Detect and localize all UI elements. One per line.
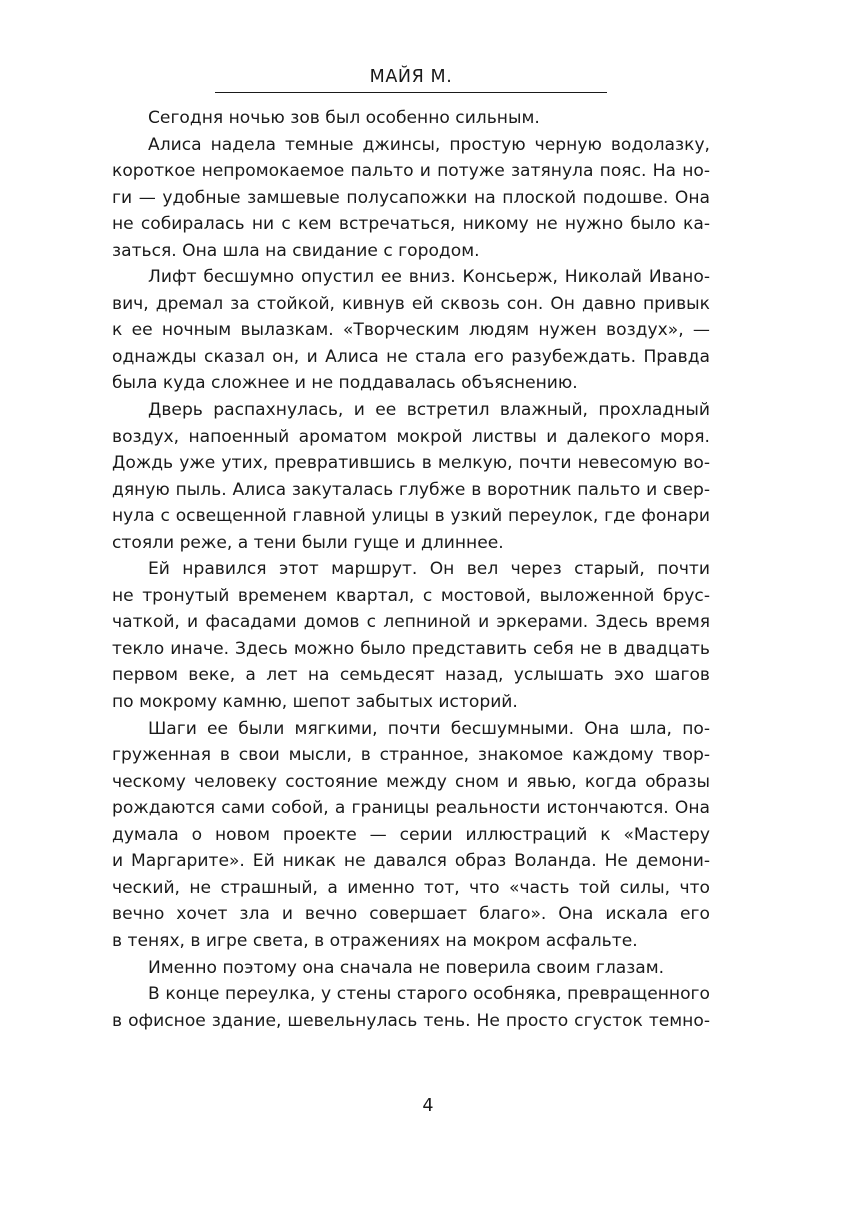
- text-line: стояли реже, а тени были гуще и длиннее.: [112, 532, 504, 553]
- text-line: в офисное здание, шевельнулась тень. Не просто сгусток темно-: [112, 1010, 710, 1031]
- text-line: была куда сложнее и не поддавалась объяснению.: [112, 373, 578, 394]
- text-line: В конце переулка, у стены старого особняка, превращенного: [148, 984, 710, 1005]
- body-text: [112, 105, 710, 1034]
- text-line: груженная в свои мысли, в странное, знакомое каждому твор-: [112, 745, 710, 766]
- text-line: не тронутый временем квартал, с мостовой, выложенной брус-: [112, 585, 710, 606]
- text-line: текло иначе. Здесь можно было представить себя не в двадцать: [112, 638, 710, 659]
- text-line: и Маргарите». Ей никак не давался образ Воланда. Не демони-: [112, 851, 710, 872]
- text-line: Ей нравился этот маршрут. Он вел через старый, почти: [148, 559, 710, 580]
- text-line: однажды сказал он, и Алиса не стала его разубеждать. Правда: [112, 346, 710, 367]
- text-line: не собиралась ни с кем встречаться, никому не нужно было ка-: [112, 214, 710, 235]
- text-line: думала о новом проекте — серии иллюстраций к «Мастеру: [112, 824, 710, 845]
- text-line: ческому человеку состояние между сном и явью, когда образы: [112, 771, 710, 792]
- text-line: рождаются сами собой, а границы реальности истончаются. Она: [112, 798, 710, 819]
- text-line: по мокрому камню, шепот забытых историй.: [112, 692, 518, 713]
- text-line: вечно хочет зла и вечно совершает благо». Она искала его: [112, 904, 710, 925]
- text-line: Алиса надела темные джинсы, простую черную водолазку,: [148, 134, 710, 155]
- text-line: первом веке, а лет на семьдесят назад, услышать эхо шагов: [112, 665, 710, 686]
- text-line: дяную пыль. Алиса закуталась глубже в воротник пальто и свер-: [112, 479, 710, 500]
- text-line: к ее ночным вылазкам. «Творческим людям нужен воздух», —: [112, 320, 710, 341]
- text-line: нула с освещенной главной улицы в узкий переулок, где фонари: [112, 506, 710, 527]
- text-line: ги — удобные замшевые полусапожки на плоской подошве. Она: [112, 187, 710, 208]
- text-line: чаткой, и фасадами домов с лепниной и эркерами. Здесь время: [112, 612, 710, 633]
- text-line: Дверь распахнулась, и ее встретил влажный, прохладный: [148, 400, 710, 421]
- text-line: Дождь уже утих, превратившись в мелкую, почти невесомую во-: [112, 453, 710, 474]
- text-line: короткое непромокаемое пальто и потуже затянула пояс. На но-: [112, 161, 710, 182]
- text-line: в тенях, в игре света, в отражениях на мокром асфальте.: [112, 930, 638, 951]
- text-line: Сегодня ночью зов был особенно сильным.: [148, 108, 540, 128]
- text-line: заться. Она шла на свидание с городом.: [112, 240, 480, 261]
- page-number: 4: [422, 1096, 434, 1116]
- text-line: вич, дремал за стойкой, кивнув ей сквозь сон. Он давно привык: [112, 293, 710, 314]
- text-line: ческий, не страшный, а именно тот, что «часть той силы, что: [112, 877, 710, 898]
- text-line: воздух, напоенный ароматом мокрой листвы и далекого моря.: [112, 426, 710, 447]
- text-line: Лифт бесшумно опустил ее вниз. Консьерж, Николай Ивано-: [148, 267, 710, 288]
- running-header: МАЙЯ М.: [215, 66, 607, 93]
- text-line: Именно поэтому она сначала не поверила своим глазам.: [148, 957, 665, 978]
- text-line: Шаги ее были мягкими, почти бесшумными. Она шла, по-: [148, 718, 710, 739]
